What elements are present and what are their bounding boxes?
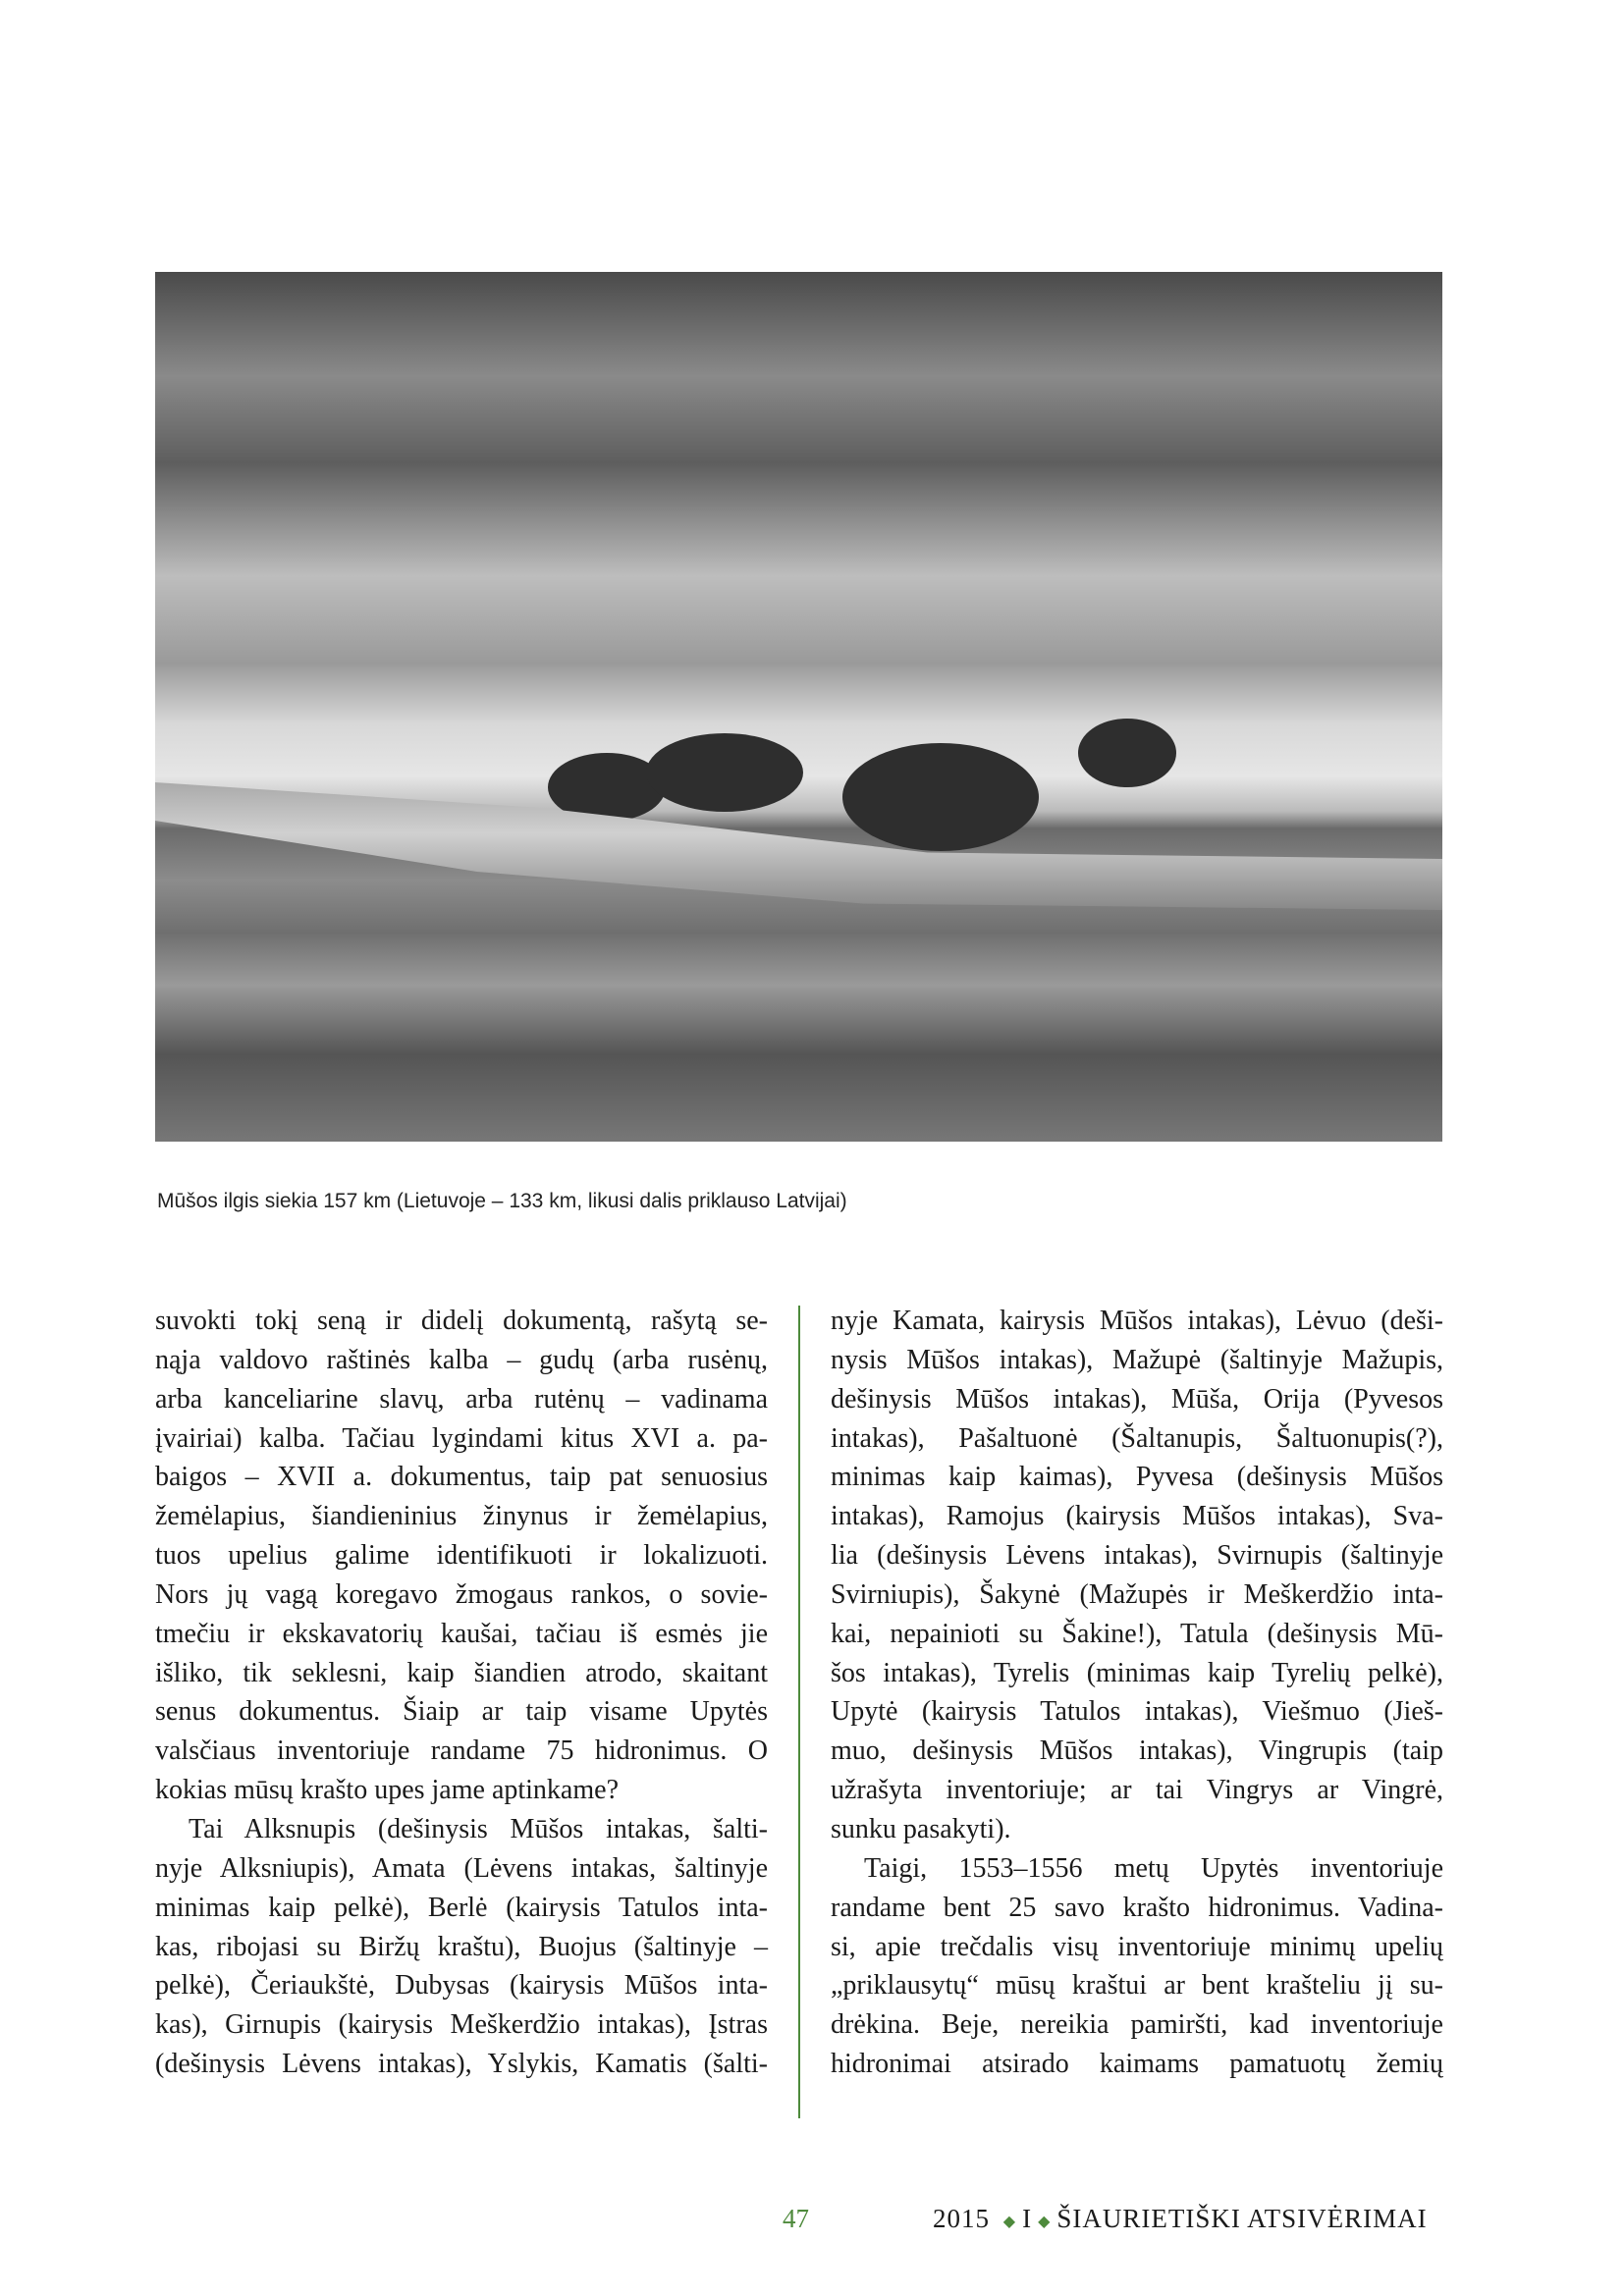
- photo-caption: Mūšos ilgis siekia 157 km (Lietuvoje – 133 km, likusi dalis priklauso Latvijai): [157, 1190, 847, 1212]
- left-text-column: [155, 1302, 768, 2084]
- text-line: kas), Girnupis (kairysis Meškerdžio intakas), Įstras: [155, 2009, 768, 2041]
- text-line: nąja valdovo raštinės kalba – gudų (arba rusėnų,: [155, 1344, 768, 1375]
- footer-journal-name: ŠIAURIETIŠKI ATSIVĖRIMAI: [1056, 2204, 1428, 2233]
- text-line: Taigi, 1553–1556 metų Upytės inventoriuje: [864, 1852, 1443, 1884]
- text-line: nysis Mūšos intakas), Mažupė (šaltinyje Mažupis,: [831, 1344, 1443, 1375]
- text-line: drėkina. Beje, nereikia pamiršti, kad inventoriuje: [831, 2009, 1443, 2041]
- text-line: senus dokumentus. Šiaip ar taip visame Upytės: [155, 1696, 768, 1728]
- text-line: „priklausytų“ mūsų kraštui ar bent krašteliu jį su-: [831, 1970, 1443, 2002]
- text-line: intakas), Pašaltuonė (Šaltanupis, Šaltuonupis(?),: [831, 1422, 1443, 1454]
- text-line: valsčiaus inventoriuje randame 75 hidronimus. O: [155, 1735, 768, 1767]
- text-line: si, apie trečdalis visų inventoriuje minimų upelių: [831, 1931, 1443, 1962]
- text-line: Upytė (kairysis Tatulos intakas), Viešmuo (Jieš-: [831, 1696, 1443, 1728]
- text-line: kas, ribojasi su Biržų kraštu), Buojus (šaltinyje –: [155, 1931, 768, 1962]
- river-landscape-photo: [155, 272, 1442, 1142]
- diamond-icon: ◆: [1002, 2213, 1017, 2230]
- text-line: kai, nepainioti su Šakine!), Tatula (dešinysis Mū-: [831, 1618, 1443, 1649]
- text-line: muo, dešinysis Mūšos intakas), Vingrupis (taip: [831, 1735, 1443, 1767]
- text-line: šos intakas), Tyrelis (minimas kaip Tyrelių pelkė),: [831, 1657, 1443, 1688]
- text-line: pelkė), Čeriaukštė, Dubysas (kairysis Mūšos inta-: [155, 1970, 768, 2002]
- text-line: minimas kaip kaimas), Pyvesa (dešinysis Mūšos: [831, 1462, 1443, 1493]
- right-text-column: [831, 1302, 1443, 2084]
- text-line: hidronimai atsirado kaimams pamatuotų žemių: [831, 2049, 1443, 2080]
- text-line: arba kanceliarine slavų, arba rutėnų – vadinama: [155, 1383, 768, 1415]
- text-line: kokias mūsų krašto upes jame aptinkame?: [155, 1775, 619, 1806]
- text-line: nyje Kamata, kairysis Mūšos intakas), Lėvuo (deši-: [831, 1306, 1443, 1336]
- footer-issue: I: [1022, 2204, 1033, 2233]
- text-line: dešinysis Mūšos intakas), Mūša, Orija (Pyvesos: [831, 1383, 1443, 1415]
- text-line: intakas), Ramojus (kairysis Mūšos intakas), Sva-: [831, 1501, 1443, 1532]
- text-line: įvairiai) kalba. Tačiau lygindami kitus XVI a. pa-: [155, 1422, 768, 1454]
- text-line: lia (dešinysis Lėvens intakas), Svirnupis (šaltinyje: [831, 1540, 1443, 1572]
- text-line: sunku pasakyti).: [831, 1813, 1011, 1844]
- text-line: (dešinysis Lėvens intakas), Yslykis, Kamatis (šalti-: [155, 2049, 768, 2080]
- text-line: Svirniupis), Šakynė (Mažupės ir Meškerdžio inta-: [831, 1578, 1443, 1610]
- text-line: nyje Alksniupis), Amata (Lėvens intakas, šaltinyje: [155, 1852, 768, 1884]
- journal-footer: [933, 2204, 1428, 2234]
- text-line: baigos – XVII a. dokumentus, taip pat senuosius: [155, 1462, 768, 1493]
- text-line: tmečiu ir ekskavatorių kaušai, tačiau iš esmės jie: [155, 1618, 768, 1649]
- text-line: tuos upelius galime identifikuoti ir lokalizuoti.: [155, 1540, 768, 1572]
- text-line: randame bent 25 savo krašto hidronimus. Vadina-: [831, 1892, 1443, 1923]
- text-line: išliko, tik seklesni, kaip šiandien atrodo, skaitant: [155, 1657, 768, 1688]
- text-line: žemėlapius, šiandieninius žinynus ir žemėlapius,: [155, 1501, 768, 1532]
- footer-year: 2015: [933, 2204, 990, 2233]
- text-line: minimas kaip pelkė), Berlė (kairysis Tatulos inta-: [155, 1892, 768, 1923]
- diamond-icon: ◆: [1038, 2213, 1052, 2230]
- text-line: užrašyta inventoriuje; ar tai Vingrys ar Vingrė,: [831, 1775, 1443, 1806]
- column-divider: [798, 1306, 800, 2118]
- text-line: Nors jų vagą koregavo žmogaus rankos, o sovie-: [155, 1578, 768, 1610]
- page-number: 47: [783, 2204, 809, 2233]
- text-line: Tai Alksnupis (dešinysis Mūšos intakas, šalti-: [189, 1813, 768, 1844]
- text-line: suvokti tokį seną ir didelį dokumentą, rašytą se-: [155, 1306, 768, 1336]
